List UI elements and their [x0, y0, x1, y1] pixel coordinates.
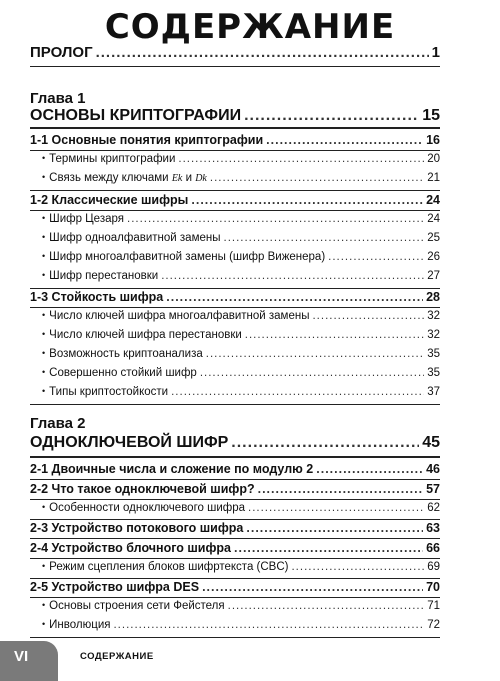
toc-entry-subsection[interactable]: [42, 600, 440, 612]
toc-entry-section[interactable]: [30, 193, 440, 207]
toc-entry-subsection[interactable]: [42, 367, 440, 379]
divider: [30, 127, 440, 129]
chapter-label: Глава 1: [30, 90, 86, 107]
page-title: СОДЕРЖАНИЕ: [104, 7, 396, 47]
toc-page-number: 20: [427, 153, 440, 165]
divider: [30, 538, 440, 539]
dot-leader: [161, 270, 424, 282]
toc-entry-section[interactable]: [30, 290, 440, 304]
toc-page-number: 28: [426, 290, 440, 304]
divider: [30, 519, 440, 520]
subsection-label: • Шифр Цезаря: [42, 213, 124, 225]
toc-page-number: 27: [427, 270, 440, 282]
dot-leader: [258, 482, 424, 496]
divider: [30, 558, 440, 559]
toc-entry-subsection[interactable]: [42, 329, 440, 341]
toc-page-number: 45: [422, 434, 440, 451]
subsection-label: • Шифр одноалфавитной замены: [42, 232, 221, 244]
toc-page-number: 24: [426, 193, 440, 207]
dot-leader: [248, 502, 424, 514]
dot-leader: [244, 107, 419, 125]
toc-entry-subsection[interactable]: [42, 310, 440, 322]
chapter-title: ОСНОВЫ КРИПТОГРАФИИ: [30, 107, 242, 124]
subsection-label: • Основы строения сети Фейстеля: [42, 600, 225, 612]
dot-leader: [191, 193, 423, 207]
dot-leader: [316, 462, 423, 476]
subsection-label: • Режим сцепления блоков шифртекста (CBC): [42, 561, 288, 573]
subsection-label: • Число ключей шифра многоалфавитной замены: [42, 310, 309, 322]
toc-page-number: 66: [426, 541, 440, 555]
subsection-label: • Возможность криптоанализа: [42, 348, 203, 360]
toc-entry-subsection[interactable]: [42, 251, 440, 263]
toc-page-number: 15: [422, 107, 440, 124]
toc-page-number: 71: [427, 600, 440, 612]
dot-leader: [245, 329, 424, 341]
key-ek: Ek: [171, 173, 183, 184]
toc-entry-section[interactable]: [30, 541, 440, 555]
toc-page-number: 69: [427, 561, 440, 573]
dot-leader: [113, 619, 424, 631]
dot-leader: [312, 310, 424, 322]
toc-page-number: 63: [426, 521, 440, 535]
toc-entry-section[interactable]: [30, 133, 440, 147]
divider: [30, 499, 440, 500]
divider: [30, 637, 440, 638]
toc-page-number: 37: [427, 386, 440, 398]
divider: [30, 404, 440, 405]
section-label: 2-5 Устройство шифра DES: [30, 580, 200, 594]
dot-leader: [328, 251, 424, 263]
toc-entry-subsection[interactable]: [42, 348, 440, 360]
toc-page-number: 70: [426, 580, 440, 594]
divider: [30, 210, 440, 211]
toc-entry-subsection[interactable]: [42, 213, 440, 225]
section-label: 1-3 Стойкость шифра: [30, 290, 164, 304]
divider: [30, 578, 440, 579]
toc-entry-subsection[interactable]: [42, 153, 440, 165]
running-title: СОДЕРЖАНИЕ: [80, 651, 154, 662]
section-label: 2-1 Двоичные числа и сложение по модулю 2: [30, 462, 314, 476]
conjunction: и: [185, 172, 192, 184]
divider: [30, 456, 440, 458]
subsection-label: • Совершенно стойкий шифр: [42, 367, 197, 379]
divider: [30, 150, 440, 151]
toc-entry-prologue[interactable]: [30, 44, 440, 61]
dot-leader: [202, 580, 423, 594]
toc-page-number: 62: [427, 502, 440, 514]
toc-entry-subsection[interactable]: [42, 561, 440, 573]
toc-page-number: 35: [427, 367, 440, 379]
dot-leader: [228, 600, 425, 612]
toc-page-number: 25: [427, 232, 440, 244]
dot-leader: [96, 44, 429, 61]
subsection-label: • Термины криптографии: [42, 153, 175, 165]
dot-leader: [231, 434, 419, 452]
toc-entry-section[interactable]: [30, 482, 440, 496]
toc-entry-subsection[interactable]: [42, 502, 440, 514]
dot-leader: [210, 172, 424, 184]
subsection-label: • Типы криптостойкости: [42, 386, 168, 398]
toc-entry-section[interactable]: [30, 580, 440, 594]
toc-page-number: 32: [427, 310, 440, 322]
toc-page-number: 57: [426, 482, 440, 496]
toc-entry-subsection[interactable]: [42, 172, 440, 184]
section-label: 2-2 Что такое одноключевой шифр?: [30, 482, 255, 496]
toc-page-number: 72: [427, 619, 440, 631]
divider: [30, 66, 440, 67]
dot-leader: [291, 561, 424, 573]
toc-entry-section[interactable]: [30, 462, 440, 476]
dot-leader: [206, 348, 424, 360]
toc-page-number: 32: [427, 329, 440, 341]
subsection-label: • Инволюция: [42, 619, 110, 631]
dot-leader: [127, 213, 424, 225]
toc-entry-subsection[interactable]: [42, 619, 440, 631]
toc-entry-chapter-1[interactable]: [30, 107, 440, 125]
toc-page-number: 35: [427, 348, 440, 360]
subsection-label: • Число ключей шифра перестановки: [42, 329, 242, 341]
toc-entry-label: ПРОЛОГ: [30, 44, 93, 61]
dot-leader: [200, 367, 424, 379]
subsection-label-text: Связь между ключами: [49, 172, 169, 184]
key-dk: Dk: [195, 173, 207, 184]
chapter-label: Глава 2: [30, 415, 86, 432]
toc-page-number: 26: [427, 251, 440, 263]
toc-entry-subsection[interactable]: [42, 386, 440, 398]
toc-entry-section[interactable]: [30, 521, 440, 535]
divider: [30, 288, 440, 289]
subsection-label: • Шифр перестановки: [42, 270, 158, 282]
divider: [30, 479, 440, 480]
section-label: 2-3 Устройство потокового шифра: [30, 521, 244, 535]
toc-page-number: 16: [426, 133, 440, 147]
divider: [30, 597, 440, 598]
toc-page-number: 24: [427, 213, 440, 225]
dot-leader: [224, 232, 425, 244]
page-number-badge: [0, 641, 58, 681]
toc-page-number: 21: [427, 172, 440, 184]
divider: [30, 190, 440, 191]
dot-leader: [166, 290, 423, 304]
toc-entry-subsection[interactable]: [42, 232, 440, 244]
dot-leader: [266, 133, 423, 147]
section-label: 2-4 Устройство блочного шифра: [30, 541, 231, 555]
dot-leader: [178, 153, 424, 165]
toc-page-number: 1: [431, 44, 440, 61]
divider: [30, 307, 440, 308]
toc-page-number: 46: [426, 462, 440, 476]
toc-entry-chapter-2[interactable]: [30, 434, 440, 452]
subsection-label: • Особенности одноключевого шифра: [42, 502, 245, 514]
page-number: VI: [14, 648, 29, 665]
chapter-title: ОДНОКЛЮЧЕВОЙ ШИФР: [30, 434, 229, 451]
dot-leader: [234, 541, 423, 555]
dot-leader: [171, 386, 424, 398]
section-label: 1-1 Основные понятия криптографии: [30, 133, 264, 147]
toc-entry-subsection[interactable]: [42, 270, 440, 282]
subsection-label: • Шифр многоалфавитной замены (шифр Виженера): [42, 251, 325, 263]
section-label: 1-2 Классические шифры: [30, 193, 189, 207]
subsection-label: [42, 172, 207, 184]
dot-leader: [246, 521, 423, 535]
